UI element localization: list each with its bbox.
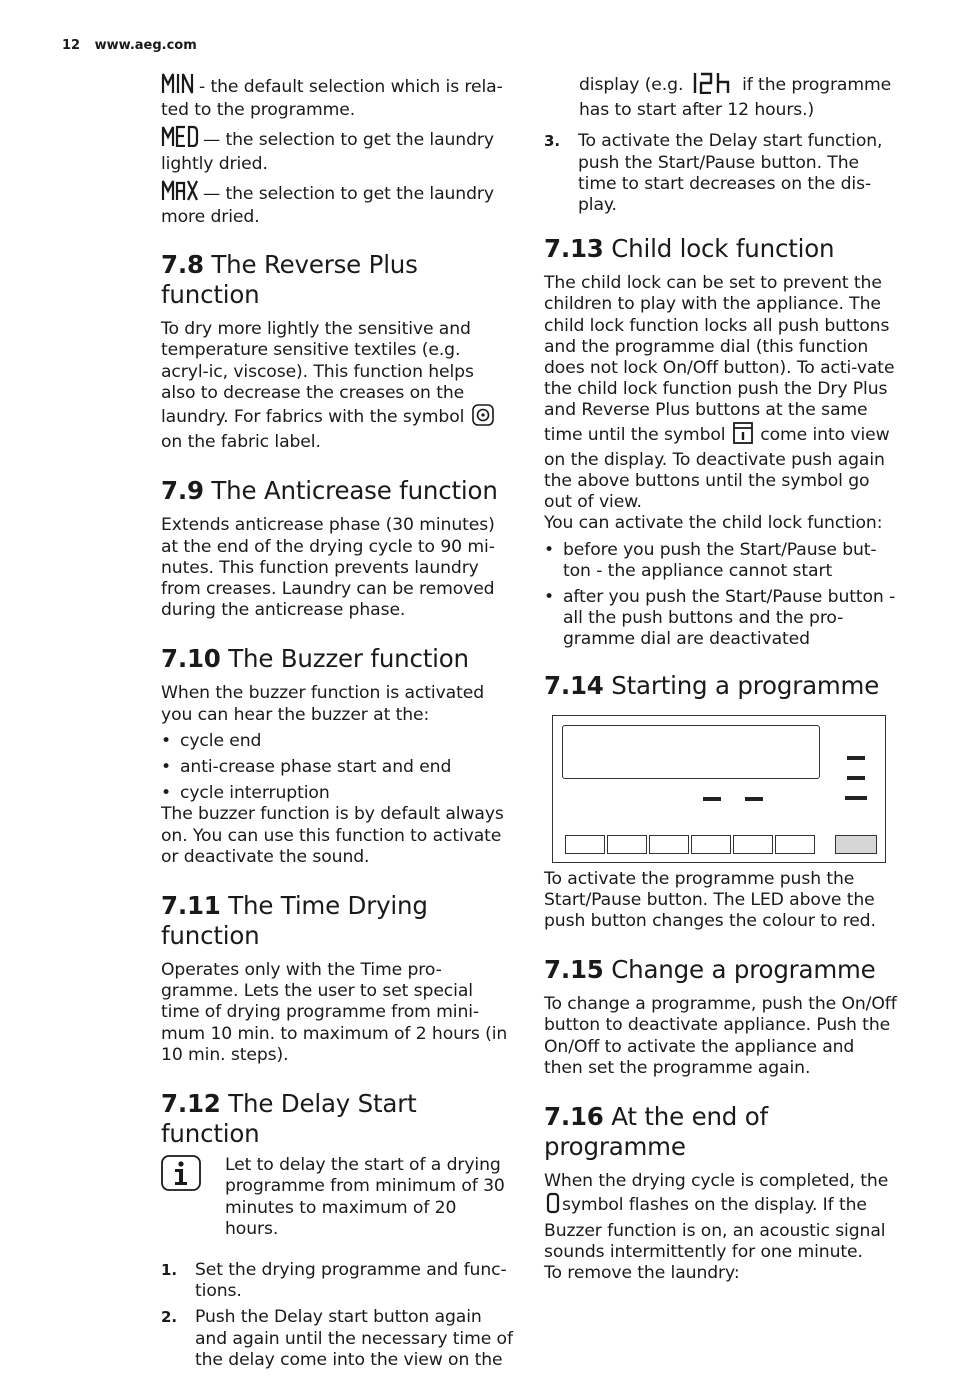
info-note xyxy=(161,1155,513,1240)
list-item: • cycle interruption xyxy=(161,783,513,804)
list-item: 1. Set the drying programme and func-tions. xyxy=(161,1259,507,1302)
dryness-led xyxy=(845,796,867,800)
display-dash xyxy=(703,797,721,801)
dryness-min xyxy=(161,72,513,121)
start-pause-button xyxy=(835,835,877,854)
list-item: • before you push the Start/Pause but-ton - the appliance cannot start xyxy=(544,540,898,582)
delay-steps xyxy=(161,1260,513,1371)
control-panel-illustration xyxy=(552,715,886,863)
panel-push-button xyxy=(691,835,731,854)
min-segment-icon xyxy=(161,72,195,100)
section-7-16-title: 7.16 At the end of programme xyxy=(544,1102,768,1162)
list-item: • cycle end xyxy=(161,731,513,752)
buzzer-list xyxy=(161,731,513,805)
display-dash xyxy=(745,797,763,801)
section-7-11-body: Operates only with the Time pro-gramme. Lets the user to set special time of drying programme from mini-mum 10 min. to maximum of 2 hours (in 10 min. steps). xyxy=(161,960,508,1065)
section-7-10-outro: The buzzer function is by default always on. You can use this function to activate or deactivate the sound. xyxy=(161,804,504,867)
section-7-14-body: To activate the programme push the Start/Pause button. The LED above the push button changes the colour to red. xyxy=(544,868,876,932)
end-of-cycle-icon xyxy=(546,1192,560,1220)
website-url: www.aeg.com xyxy=(94,38,197,53)
dryness-med xyxy=(161,125,513,174)
list-item: • after you push the Start/Pause button - all the push buttons and the pro-gramme dial are deactivated xyxy=(544,587,898,651)
section-7-14-title: 7.14 Starting a programme xyxy=(544,670,880,700)
list-item: 3. To activate the Delay start function, push the Start/Pause button. The time to start decreases on the dis-play. xyxy=(544,131,883,216)
section-7-13-body-c: You can activate the child lock function: xyxy=(544,513,883,534)
panel-push-button xyxy=(775,835,815,854)
section-7-9-title: 7.9 The Anticrease function xyxy=(161,476,498,506)
dryness-max-text: — the selection to get the laundry more dried. xyxy=(161,183,494,228)
section-7-13-title: 7.13 Child lock function xyxy=(544,234,835,264)
dryness-min-text: - the default selection which is rela-ted to the programme. xyxy=(161,77,503,121)
display-12h-example xyxy=(691,72,735,100)
section-7-15-body: To change a programme, push the On/Off button to deactivate appliance. Push the On/Off to activate the appliance and then set the programme again. xyxy=(544,994,897,1078)
med-segment-icon xyxy=(161,125,199,153)
right-column xyxy=(544,72,898,1284)
section-7-16-body: When the drying cycle is completed, the symbol flashes on the display. If the Buzzer function is on, an acoustic signal sounds intermittently for one minute. xyxy=(544,1171,889,1262)
child-lock-icon xyxy=(733,422,753,450)
section-7-16-body-c: To remove the laundry: xyxy=(544,1262,740,1283)
list-item: • anti-crease phase start and end xyxy=(161,757,513,778)
child-lock-list xyxy=(544,540,898,651)
section-7-15-title: 7.15 Change a programme xyxy=(544,955,876,985)
step-2-continuation: display (e.g. if the programme has to start after 12 hours.) xyxy=(544,72,898,121)
section-7-13-body: The child lock can be set to prevent the children to play with the appliance. The child lock function locks all push buttons and the programme dial (this function does not lock On/Off button). To acti-vate the child lock function push the Dry Plus and Reverse Plus buttons at the same time until the symbol come into view on the display. To deactivate push again the above buttons until the symbol go out of view. xyxy=(544,273,895,513)
page-number: 12 xyxy=(62,38,81,53)
section-7-10-intro: When the buzzer function is activated you can hear the buzzer at the: xyxy=(161,683,485,725)
panel-push-button xyxy=(733,835,773,854)
delay-steps-cont xyxy=(544,131,898,216)
section-7-11-title: 7.11 The Time Drying function xyxy=(161,891,428,951)
list-item: 2. Push the Delay start button again and again until the necessary time of the delay come into the view on the xyxy=(161,1307,513,1370)
reverse-plus-fabric-icon xyxy=(472,404,494,432)
panel-push-button xyxy=(607,835,647,854)
dryness-med-text: — the selection to get the laundry lightly dried. xyxy=(161,130,494,174)
panel-display xyxy=(562,725,820,779)
section-7-8-title: 7.8 The Reverse Plus function xyxy=(161,250,418,310)
panel-push-button xyxy=(649,835,689,854)
section-7-10-title: 7.10 The Buzzer function xyxy=(161,644,469,674)
section-7-8-body: To dry more lightly the sensitive and temperature sensitive textiles (e.g. acryl-ic, viscose). This function helps also to decrease the creases on the laundry. For fabrics with the symbol on the fabric label. xyxy=(161,319,513,453)
dryness-led xyxy=(847,776,865,780)
section-7-9-body: Extends anticrease phase (30 minutes) at the end of the drying cycle to 90 mi-nutes. This function prevents laundry from creases. Laundry can be removed during the anticrease phase. xyxy=(161,515,495,621)
info-icon xyxy=(161,1155,225,1240)
page-header xyxy=(62,38,197,53)
dryness-max xyxy=(161,179,513,228)
section-7-12-title: 7.12 The Delay Start function xyxy=(161,1089,417,1149)
max-segment-icon xyxy=(161,179,199,207)
info-note-text: Let to delay the start of a drying programme from minimum of 30 minutes to maximum of 20 hours. xyxy=(225,1155,505,1239)
panel-push-button xyxy=(565,835,605,854)
dryness-led xyxy=(847,756,865,760)
left-column xyxy=(161,72,513,1376)
